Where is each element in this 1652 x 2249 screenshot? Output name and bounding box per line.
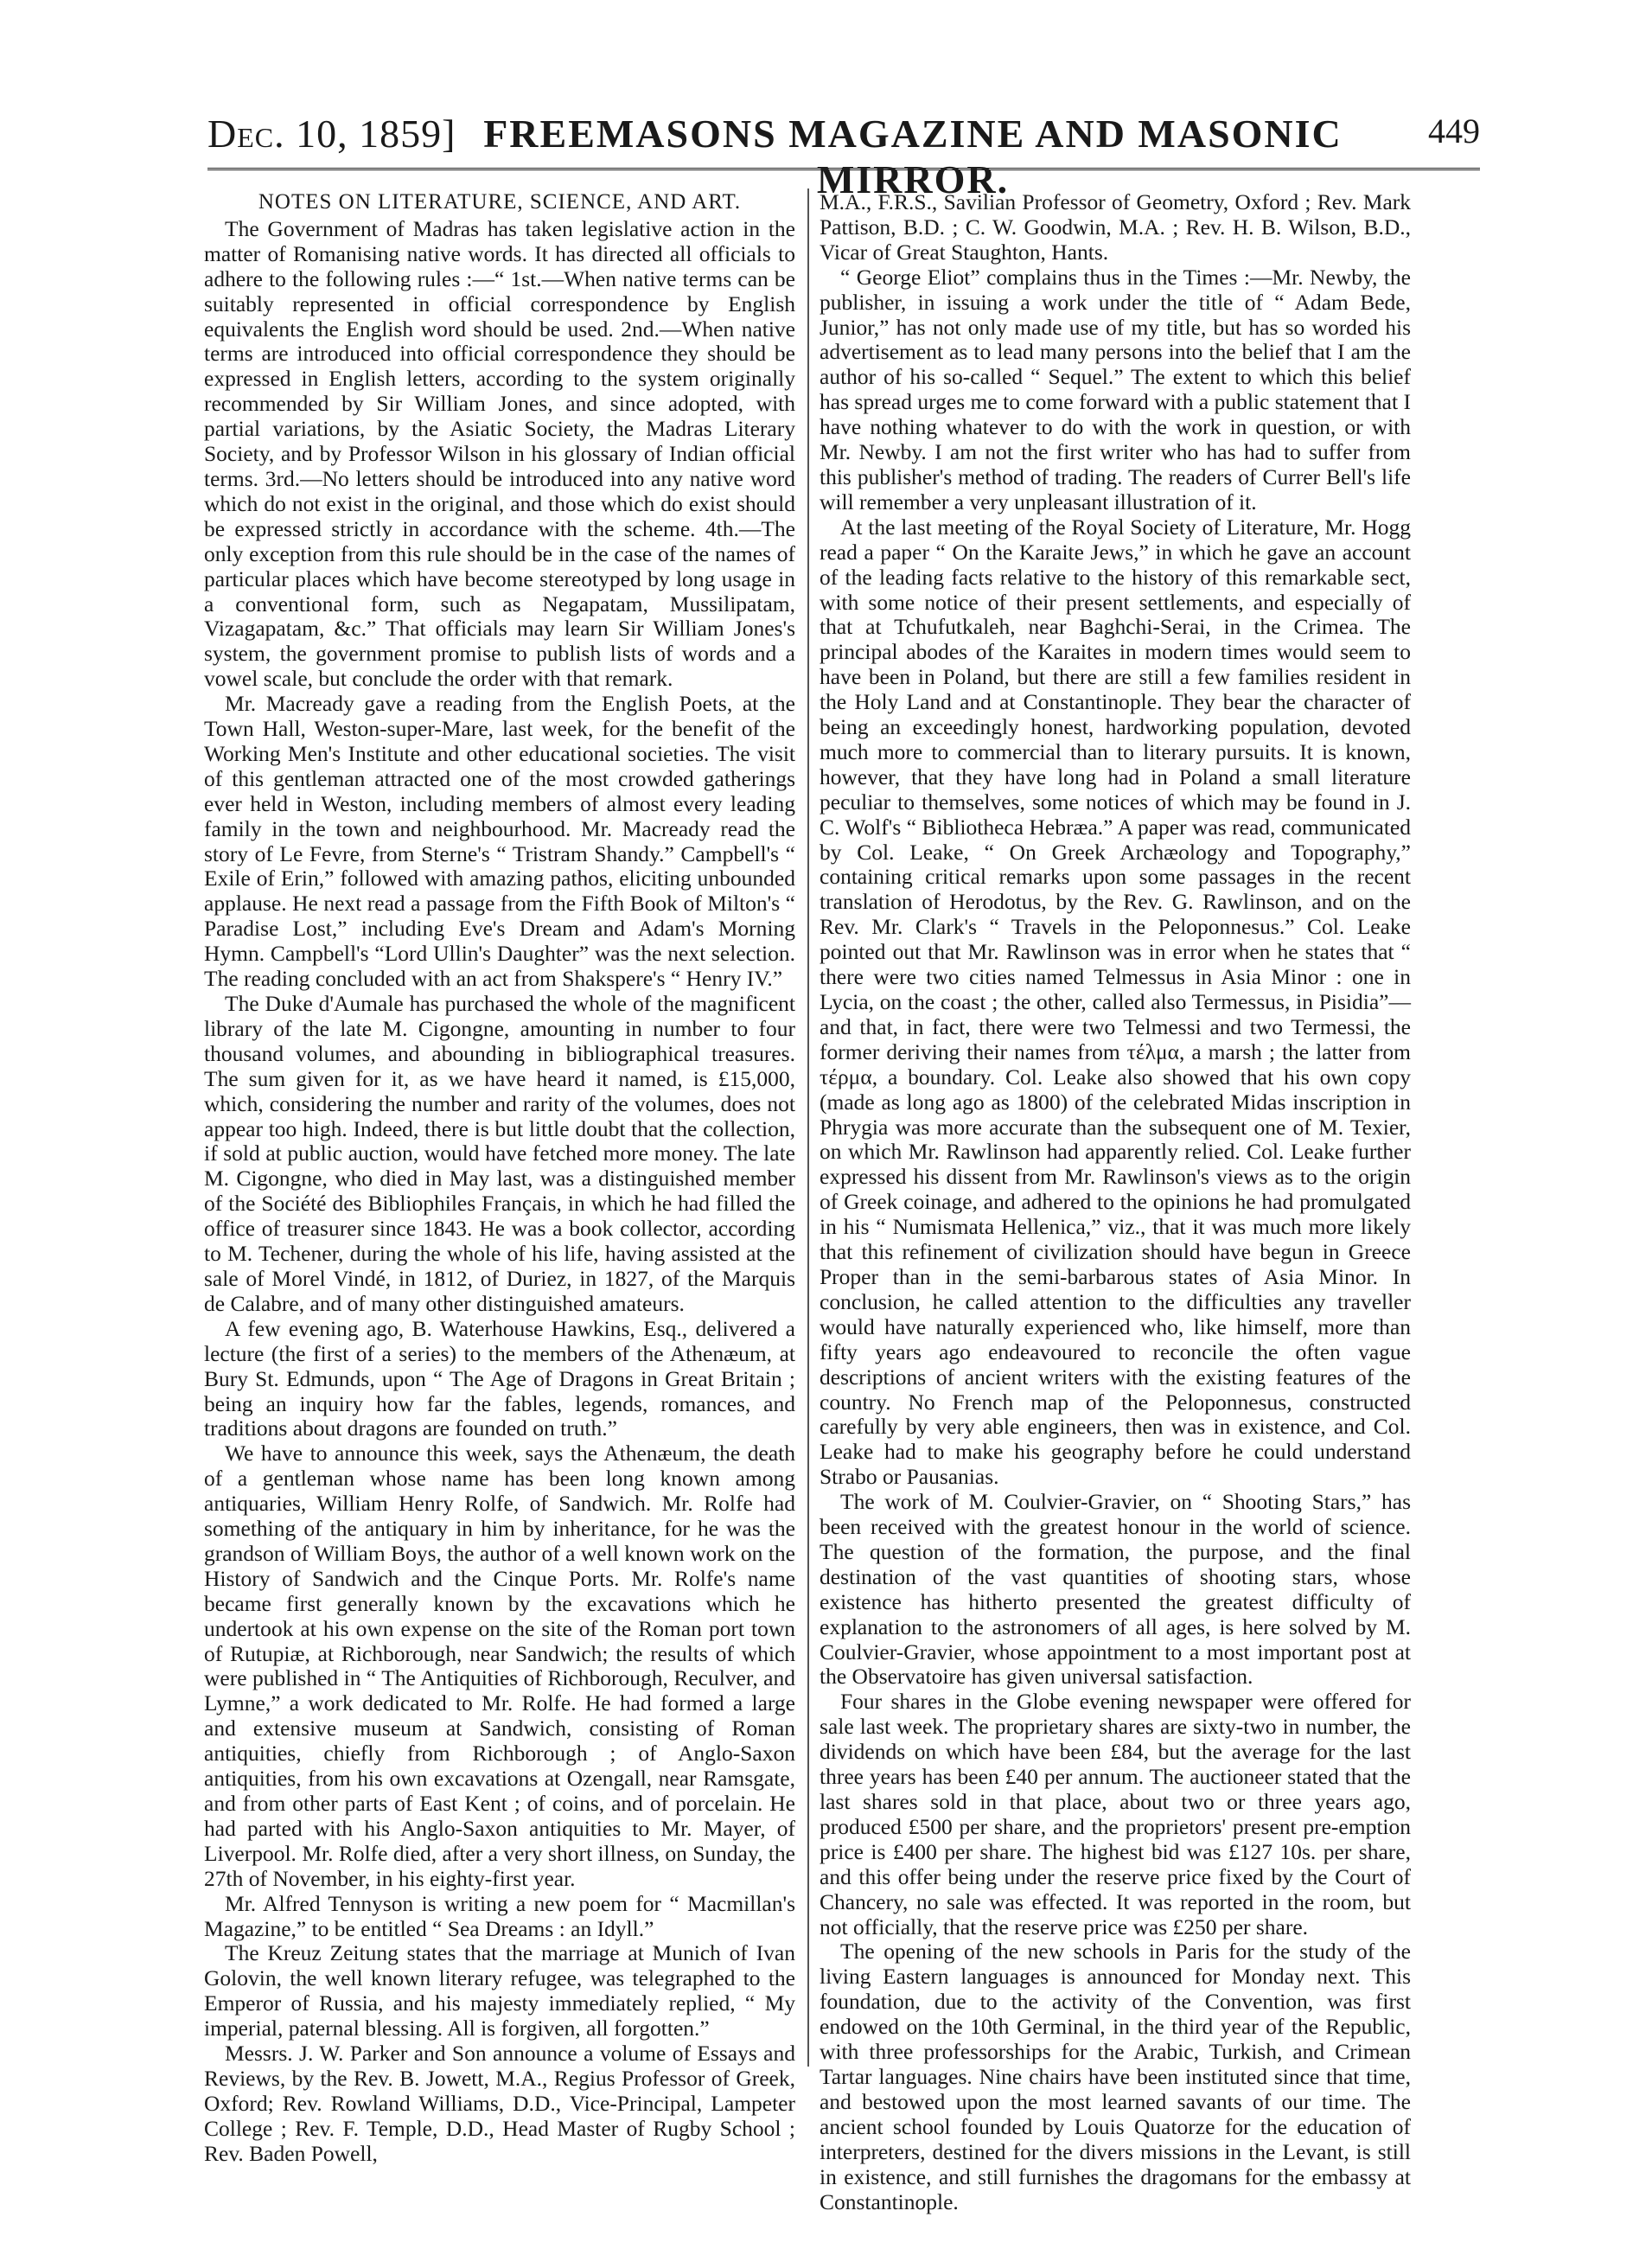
paragraph-paris-schools: The opening of the new schools in Paris for the study of the living Eastern languages is announced for Monday next. This foundation, due to the activity of the Convention, was first endowed on the 10th Germinal, in the third year of the Republic, with three professorships for the Arabic, Turkish, and Crimean Tartar languages. Nine chairs have been instituted since that time, and bestowed upon the most learned savants of our time. The ancient school founded by Louis Quatorze for the education of interpreters, destined for the divers missions in the Levant, is still in existence, and still furnishes the dragomans for the embassy at Constantinople. — [820, 1939, 1411, 2214]
page-number: 449 — [1428, 112, 1480, 150]
paragraph-rolfe-obituary: We have to announce this week, says the Athenæum, the death of a gentleman whose name has been long known among antiquaries, William Henry Rolfe, of Sandwich. Mr. Rolfe had something of the antiquary in him by inheritance, for he was the grandson of William Boys, the author of a well known work on the History of Sandwich and the Cinque Ports. Mr. Rolfe's name became first generally known by the excavations which he undertook at his own expense on the site of the Roman port town of Rutupiæ, at Richborough, near Sandwich; the results of which were published in “ The Antiquities of Richborough, Reculver, and Lymne,” a work dedicated to Mr. Rolfe. He had formed a large and extensive museum at Sandwich, consisting of Roman antiquities, chiefly from Richborough ; of Anglo-Saxon antiquities, from his own excavations at Ozengall, near Ramsgate, and from other parts of East Kent ; of coins, and of porcelain. He had parted with his Anglo-Saxon antiquities to Mr. Mayer, of Liverpool. Mr. Rolfe died, after a very short illness, on Sunday, the 27th of November, in his eighty-first year. — [204, 1441, 795, 1891]
paragraph-parker-continued: M.A., F.R.S., Savilian Professor of Geometry, Oxford ; Rev. Mark Pattison, B.D. ; C. W. Goodwin, M.A. ; Rev. H. B. Wilson, B.D., Vicar of Great Staughton, Hants. — [820, 189, 1411, 265]
paragraph-duke-daumale: The Duke d'Aumale has purchased the whole of the magnificent library of the late M. Cigongne, amounting in number to four thousand volumes, and abounding in bibliographical treasures. The sum given for it, as we have heard it named, is £15,000, which, considering the number and rarity of the volumes, does not appear too high. Indeed, there is but little doubt that the collection, if sold at public auction, would have fetched more money. The late M. Cigongne, who died in May last, was a distinguished member of the Société des Bibliophiles Français, in which he had filled the office of treasurer since 1843. He was a book collector, according to M. Techener, during the whole of his life, having assisted at the sale of Morel Vindé, in 1812, of Duriez, in 1827, of the Marquis de Calabre, and of many other distinguished amateurs. — [204, 991, 795, 1316]
right-column — [820, 190, 1411, 2214]
paragraph-macready: Mr. Macready gave a reading from the English Poets, at the Town Hall, Weston-super-Mare, last week, for the benefit of the Working Men's Institute and other educational societies. The visit of this gentleman attracted one of the most crowded gatherings ever held in Weston, including members of almost every leading family in the town and neighbourhood. Mr. Macready read the story of Le Fevre, from Sterne's “ Tristram Shandy.” Campbell's “ Exile of Erin,” followed with amazing pathos, eliciting unbounded applause. He next read a passage from the Fifth Book of Milton's “ Paradise Lost,” including Eve's Dream and Adam's Morning Hymn. Campbell's “Lord Ullin's Daughter” was the next selection. The reading concluded with an act from Shakspere's “ Henry IV.” — [204, 691, 795, 992]
paragraph-shooting-stars: The work of M. Coulvier-Gravier, on “ Shooting Stars,” has been received with the greatest honour in the world of science. The question of the formation, the purpose, and the final destination of the vast quantities of shooting stars, whose existence has hitherto presented the greatest difficulty of explanation to the astronomers of all ages, is here solved by M. Coulvier-Gravier, whose appointment to a most important post at the Observatoire has given universal satisfaction. — [820, 1489, 1411, 1690]
paragraph-globe-shares: Four shares in the Globe evening newspaper were offered for sale last week. The proprietary shares are sixty-two in number, the dividends on which have been £84, but the average for the last three years has been £40 per annum. The auctioneer stated that the last shares sold in that place, about two or three years ago, produced £500 per share, and the proprietors' present pre-emption price is £400 per share. The highest bid was £127 10s. per share, and this offer being under the reserve price fixed by the Court of Chancery, no sale was effected. It was reported in the room, but not officially, that the reserve price was £250 per share. — [820, 1689, 1411, 1939]
paragraph-madras: The Government of Madras has taken legislative action in the matter of Romanising native words. It has directed all officials to adhere to the following rules :—“ 1st.—When native terms can be suitably represented in official correspondence by English equivalents the English word should be used. 2nd.—When native terms are introduced into official correspondence they should be expressed in English letters, according to the system originally recommended by Sir William Jones, and since adopted, with partial variations, by the Asiatic Society, the Madras Literary Society, and by Professor Wilson in his glossary of Indian official terms. 3rd.—No letters should be introduced into any native word which do not exist in the original, and those which do exist should be expressed strictly in accordance with the scheme. 4th.—The only exception from this rule should be in the case of the names of particular places which have become stereotyped by long usage in a conventional form, such as Negapatam, Mussilipatam, Vizagapatam, &c.” That officials may learn Sir William Jones's system, the government promise to publish lists of words and a vowel scale, but conclude the order with that remark. — [204, 215, 795, 692]
issue-date: Dec. 10, 1859] — [207, 112, 456, 156]
paragraph-george-eliot: “ George Eliot” complains thus in the Times :—Mr. Newby, the publisher, in issuing a work under the title of “ Adam Bede, Junior,” has not only made use of my title, but has so worded his advertisement as to lead many persons into the belief that I am the author of his so-called “ Sequel.” The extent to which this belief has spread urges me to come forward with a public statement that I have nothing whatever to do with the work in question, or with Mr. Newby. I am not the first writer who has had to suffer from this publisher's method of trading. The readers of Currer Bell's life will remember a very unpleasant illustration of it. — [820, 264, 1411, 514]
paragraph-royal-society: At the last meeting of the Royal Society of Literature, Mr. Hogg read a paper “ On the Karaite Jews,” in which he gave an account of the leading facts relative to the history of this remarkable sect, with some notice of their present settlements, and especially of that at Tchufutkaleh, near Baghchi-Serai, in the Crimea. The principal abodes of the Karaites in modern times would seem to have been in Poland, but there are still a few families resident in the Holy Land and at Constantinople. They bear the character of being an exceedingly honest, hardworking population, devoted much more to commercial than to literary pursuits. It is known, however, that they have long had in Poland a small literature peculiar to themselves, some notices of which may be found in J. C. Wolf's “ Bibliotheca Hebræa.” A paper was read, communicated by Col. Leake, “ On Greek Archæology and Topography,” containing critical remarks upon some passages in the recent translation of Herodotus, by the Rev. G. Rawlinson, and on the Rev. Mr. Clark's “ Travels in the Peloponnesus.” Col. Leake pointed out that Mr. Rawlinson was in error when he states that “ there were two cities named Telmessus in Asia Minor : one in Lycia, on the coast ; the other, called also Termessus, in Pisidia”—and that, in fact, there were two Telmessi and two Termessi, the former deriving their names from τέλμα, a marsh ; the latter from τέρμα, a boundary. Col. Leake also showed that his own copy (made as long ago as 1800) of the celebrated Midas inscription in Phrygia was more accurate than the subsequent one of M. Texier, on which Mr. Rawlinson had apparently relied. Col. Leake further expressed his dissent from Mr. Rawlinson's views as to the origin of Greek coinage, and adhered to the opinions he had promulgated in his “ Numismata Hellenica,” viz., that it was much more likely that this refinement of civilization should have begun in Greece Proper than in the semi-barbarous states of Asia Minor. In conclusion, he called attention to the difficulties any traveller would have naturally experienced who, like himself, more than fifty years ago endeavoured to reconcile the often vague descriptions of ancient writers with the existing features of the country. No French map of the Peloponnesus, constructed carefully by very able engineers, then was in existence, and Col. Leake had to make his geography before he could understand Strabo or Pausanias. — [820, 514, 1411, 1490]
paragraph-tennyson: Mr. Alfred Tennyson is writing a new poem for “ Macmillan's Magazine,” to be entitled “ Sea Dreams : an Idyll.” — [204, 1890, 795, 1941]
paragraph-hawkins-lecture: A few evening ago, B. Waterhouse Hawkins, Esq., delivered a lecture (the first of a series) to the members of the Athenæum, at Bury St. Edmunds, upon “ The Age of Dragons in Great Britain ; being an inquiry how far the fables, legends, romances, and traditions about dragons are founded on truth.” — [204, 1315, 795, 1441]
page-header — [207, 111, 1480, 201]
section-title: NOTES ON LITERATURE, SCIENCE, AND ART. — [258, 190, 742, 214]
paragraph-parker-essays: Messrs. J. W. Parker and Son announce a volume of Essays and Reviews, by the Rev. B. Jowett, M.A., Regius Professor of Greek, Oxford; Rev. Rowland Williams, D.D., Vice-Principal, Lampeter College ; Rev. F. Temple, D.D., Head Master of Rugby School ; Rev. Baden Powell, — [204, 2041, 795, 2166]
magazine-title: FREEMASONS MAGAZINE AND MASONIC MIRROR. — [483, 112, 1343, 201]
left-column — [204, 190, 795, 2167]
column-divider — [807, 188, 809, 2067]
paragraph-golovin: The Kreuz Zeitung states that the marriage at Munich of Ivan Golovin, the well known literary refugee, was telegraphed to the Emperor of Russia, and his majesty immediately replied, “ My imperial, paternal blessing. All is forgiven, all forgotten.” — [204, 1940, 795, 2041]
header-rule — [207, 168, 1480, 170]
